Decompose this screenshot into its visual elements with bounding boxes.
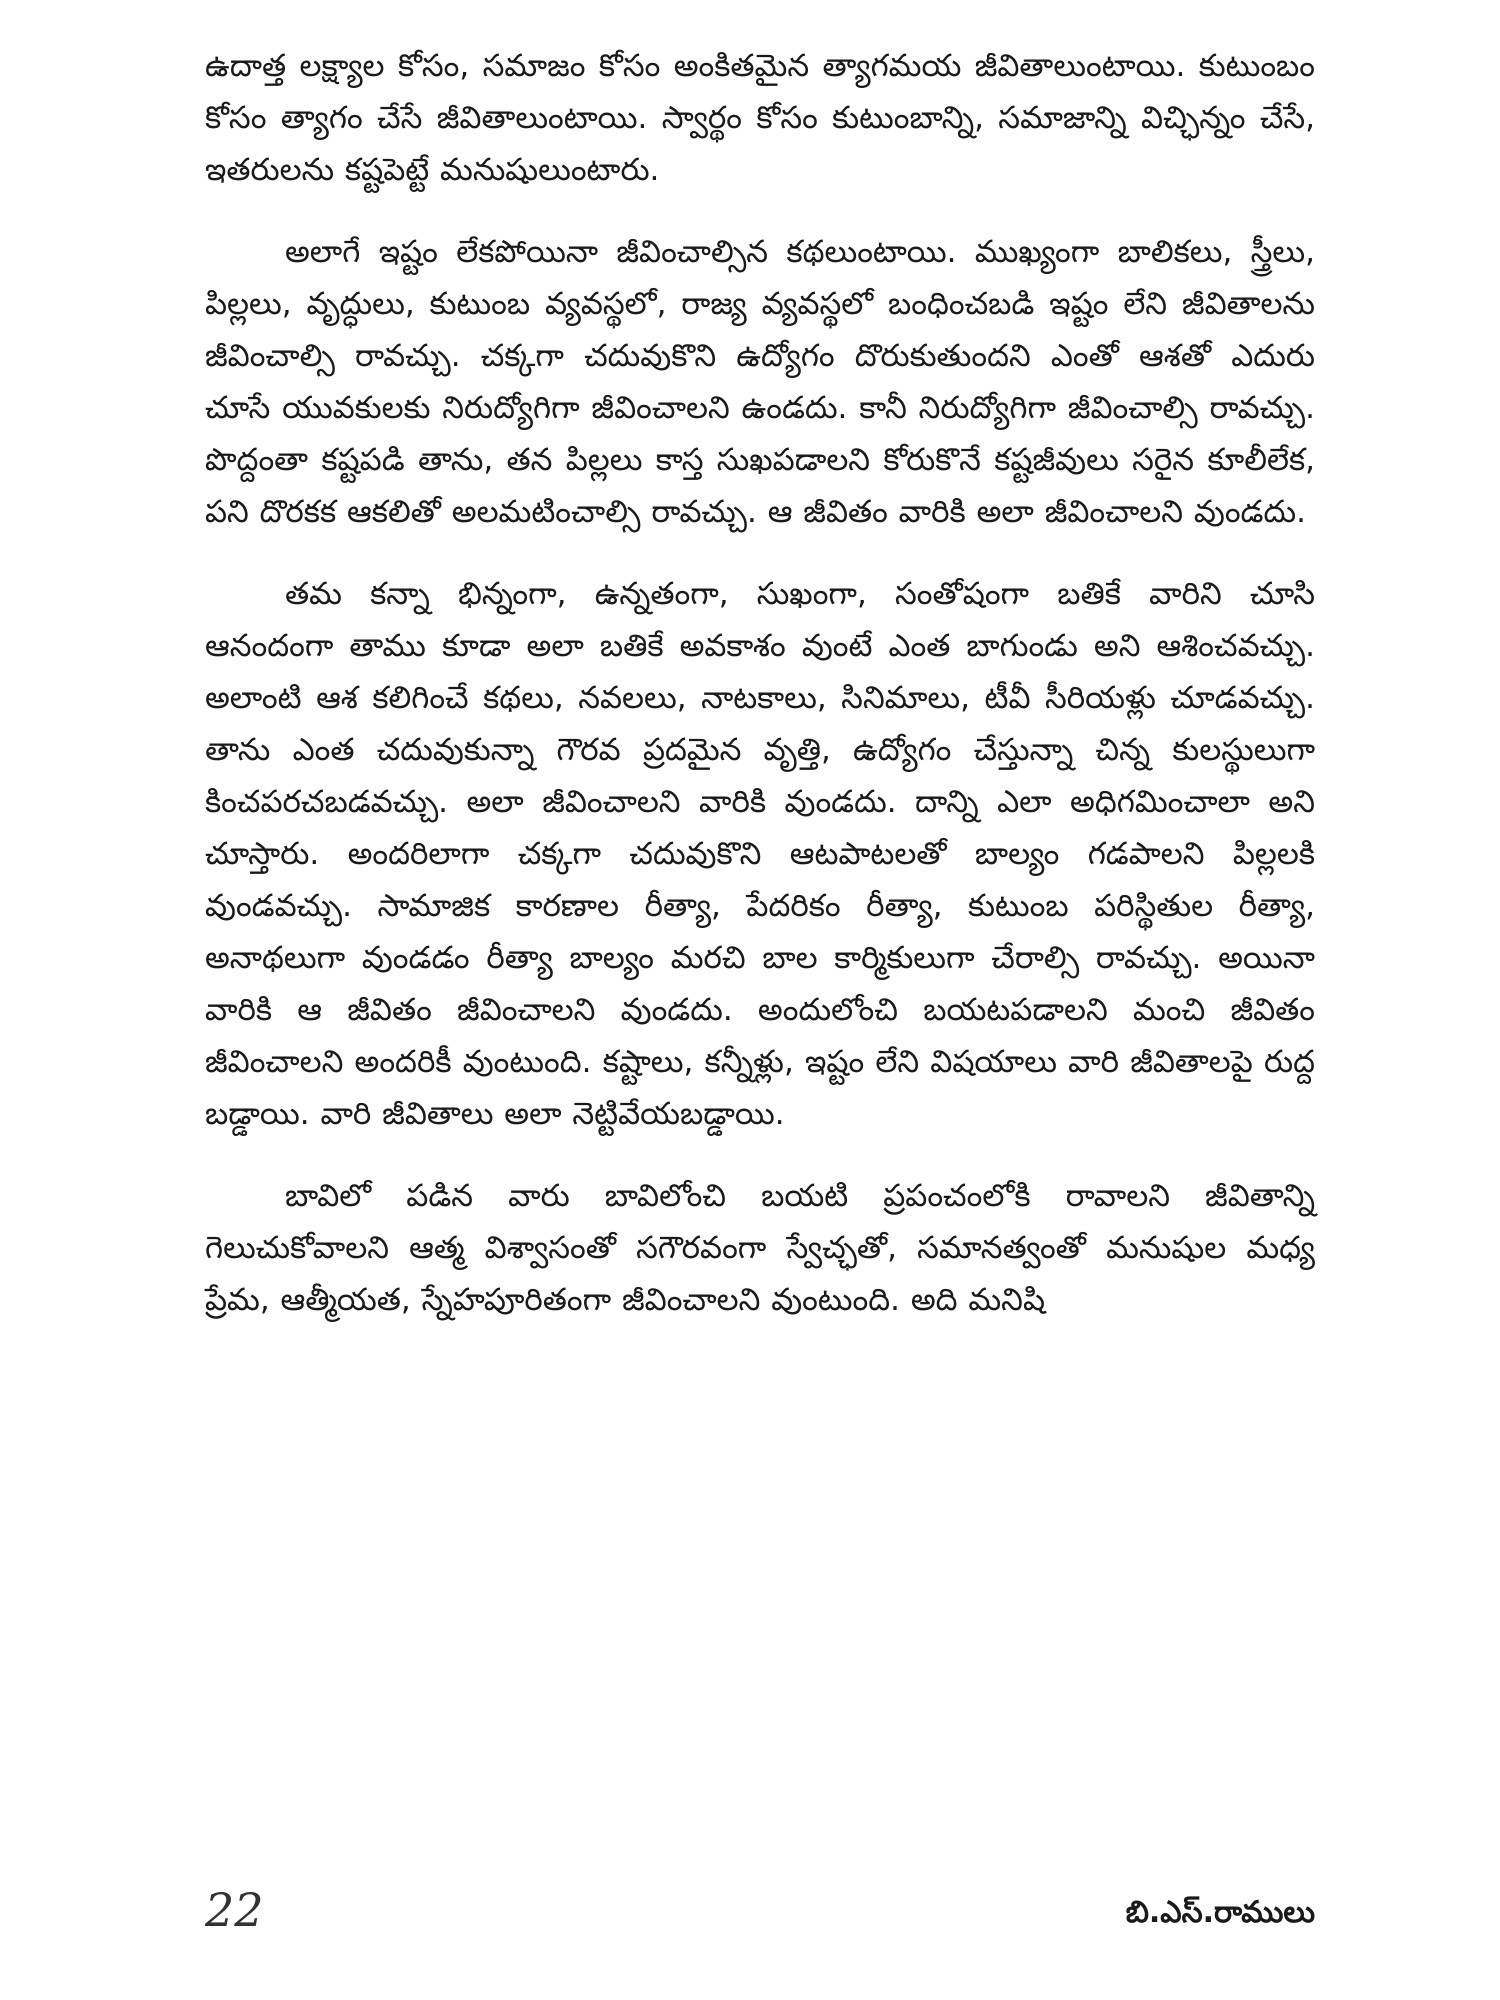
author-name: బి.ఎస్.రాములు — [1125, 1895, 1315, 1930]
body-text — [205, 40, 1315, 1356]
paragraph-4: బావిలో పడిన వారు బావిలోంచి బయటి ప్రపంచంలోకి రావాలని జీవితాన్ని గెలుచుకోవాలని ఆత్మ విశ్వాసంతో సగౌరవంగా స్వేచ్ఛతో, సమానత్వంతో మనుషుల మధ్య ప్రేమ, ఆత్మీయత, స్నేహపూరితంగా జీవించాలని వుంటుంది. అది మనిషి — [205, 1178, 1315, 1318]
paragraph-2: అలాగే ఇష్టం లేకపోయినా జీవించాల్సిన కథలుంటాయి. ముఖ్యంగా బాలికలు, స్త్రీలు, పిల్లలు, వృద్ధులు, కుటుంబ వ్యవస్థలో, రాజ్య వ్యవస్థలో బంధించబడి ఇష్టం లేని జీవితాలను జీవించాల్సి రావచ్చు. చక్కగా చదువుకొని ఉద్యోగం దొరుకుతుందని ఎంతో ఆశతో ఎదురు చూసే యువకులకు నిరుద్యోగిగా జీవించాలని ఉండదు. కానీ నిరుద్యోగిగా జీవించాల్సి రావచ్చు. పొద్దంతా కష్టపడి తాను, తన పిల్లలు కాస్త సుఖపడాలని కోరుకొనే కష్టజీవులు సరైన కూలీలేక, పని దొరకక ఆకలితో అలమటించాల్సి రావచ్చు. ఆ జీవితం వారికి అలా జీవించాలని వుండదు. — [205, 234, 1315, 530]
paragraph-3: తమ కన్నా భిన్నంగా, ఉన్నతంగా, సుఖంగా, సంతోషంగా బతికే వారిని చూసి ఆనందంగా తాము కూడా అలా బతికే అవకాశం వుంటే ఎంత బాగుండు అని ఆశించవచ్చు. అలాంటి ఆశ కలిగించే కథలు, నవలలు, నాటకాలు, సినిమాలు, టీవీ సీరియళ్లు చూడవచ్చు. తాను ఎంత చదువుకున్నా గౌరవ ప్రదమైన వృత్తి, ఉద్యోగం చేస్తున్నా చిన్న కులస్థులుగా కించపరచబడవచ్చు. అలా జీవించాలని వారికి వుండదు. దాన్ని ఎలా అధిగమించాలా అని చూస్తారు. అందరిలాగా చక్కగా చదువుకొని ఆటపాటలతో బాల్యం గడపాలని పిల్లలకి వుండవచ్చు. సామాజిక కారణాల రీత్యా, పేదరికం రీత్యా, కుటుంబ పరిస్థితుల రీత్యా, అనాథలుగా వుండడం రీత్యా బాల్యం మరచి బాల కార్మికులుగా చేరాల్సి రావచ్చు. అయినా వారికి ఆ జీవితం జీవించాలని వుండదు. అందులోంచి బయటపడాలని మంచి జీవితం జీవించాలని అందరికీ వుంటుంది. కష్టాలు, కన్నీళ్లు, ఇష్టం లేని విషయాలు వారి జీవితాలపై రుద్ద బడ్డాయి. వారి జీవితాలు అలా నెట్టివేయబడ్డాయి. — [205, 576, 1315, 1132]
page-number: 22 — [205, 1883, 264, 1937]
page-footer — [205, 1880, 1315, 1950]
paragraph-1: ఉదాత్త లక్ష్యాల కోసం, సమాజం కోసం అంకితమైన త్యాగమయ జీవితాలుంటాయి. కుటుంబం కోసం త్యాగం చేసే జీవితాలుంటాయి. స్వార్థం కోసం కుటుంబాన్ని, సమాజాన్ని విచ్ఛిన్నం చేసే, ఇతరులను కష్టపెట్టే మనుషులుంటారు. — [205, 48, 1315, 188]
